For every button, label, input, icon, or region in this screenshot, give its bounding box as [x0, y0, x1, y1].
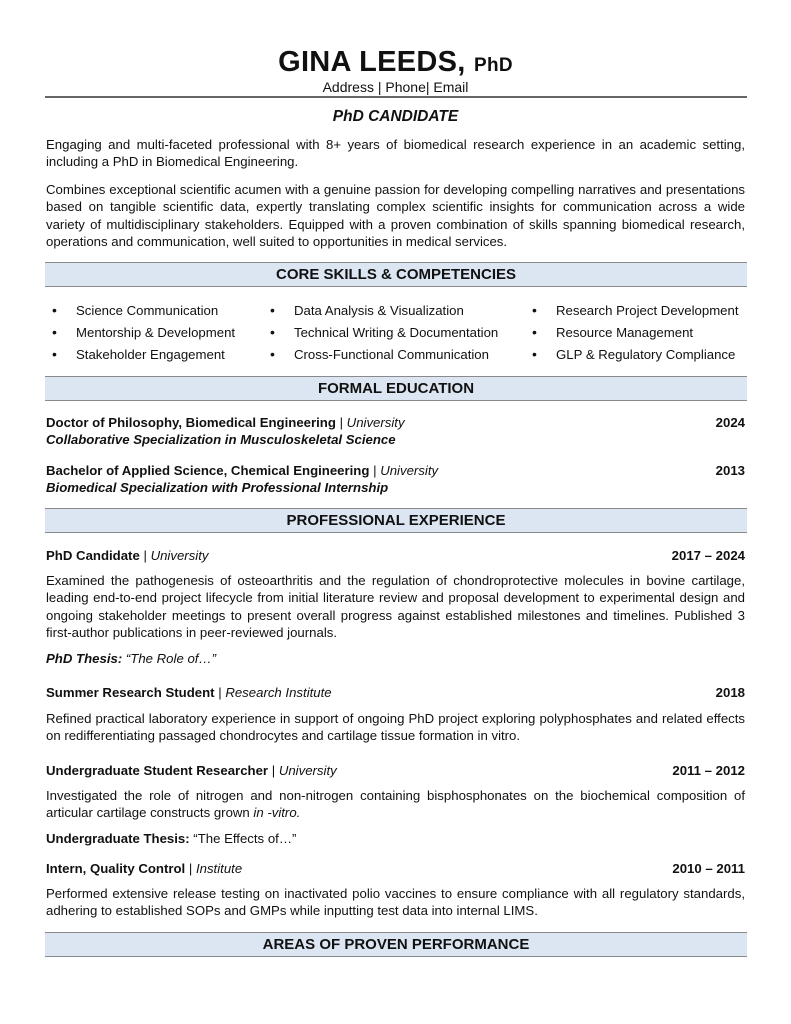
skill-label: GLP & Regulatory Compliance [556, 347, 736, 362]
role-description: Refined practical laboratory experience in support of ongoing PhD project exploring polyphosphates and related effects on redifferentiating passaged chondrocytes and cartilage tissue formation in vitro. [46, 711, 745, 744]
skill-item [270, 302, 464, 319]
role-title: PhD Candidate [46, 548, 140, 563]
education-detail [46, 431, 745, 448]
thesis-title: “The Role of…” [122, 651, 217, 666]
education-entry-header [46, 462, 745, 479]
graduation-year: 2024 [715, 415, 745, 430]
role-description: Performed extensive release testing on inactivated polio vaccines to ensure compliance with all regulatory standards, adhering to established SOPs and GMPs while inputting test data into internal LIMS. [46, 886, 745, 919]
name-text: GINA LEEDS, [278, 46, 466, 78]
skill-label: Technical Writing & Documentation [294, 325, 499, 340]
thesis-title: “The Effects of…” [189, 831, 297, 846]
role-header [46, 762, 745, 779]
bullet-icon: • [532, 346, 537, 362]
skill-item [52, 346, 225, 363]
skill-item [270, 324, 499, 341]
bullet-icon: • [532, 302, 537, 318]
education-detail [46, 479, 745, 496]
section-heading-education: FORMAL EDUCATION [45, 376, 747, 401]
role-dates: 2018 [715, 685, 745, 700]
skill-item [270, 346, 489, 363]
degree-title: Doctor of Philosophy, Biomedical Engineering [46, 415, 336, 430]
bullet-icon: • [52, 324, 57, 340]
organization-name: University [150, 548, 209, 563]
role-header [46, 684, 745, 701]
organization-name: University [278, 763, 337, 778]
separator: | [139, 548, 151, 563]
role-description [46, 787, 745, 822]
role-description: Examined the pathogenesis of osteoarthritis and the regulation of chondroprotective molecules in bovine cartilage, leading end-to-end project lifecycle from initial literature review and proposal development to experimental design and ongoing stakeholder meetings to present overall progress against established milestones and timelines. Published 3 first-author publications in peer-reviewed journals. [46, 573, 745, 641]
skill-item [532, 324, 694, 341]
organization-name: Institute [195, 861, 243, 876]
role-title: Summer Research Student [46, 685, 215, 700]
role-title: Intern, Quality Control [46, 861, 186, 876]
role-dates: 2011 – 2012 [672, 763, 745, 778]
description-italic-text: in -vitro. [253, 805, 301, 821]
skill-item [52, 302, 219, 319]
summary-paragraph-2: Combines exceptional scientific acumen with a genuine passion for developing compelling narratives and presentations based on tangible scientific data, expertly translating complex scientific insights for communication across a wide variety of multidisciplinary stakeholders. Equipped with a proven combination of skills spanning biomedical research, operations and communication, well suited to opportunities in medical services. [46, 182, 745, 250]
skill-label: Cross-Functional Communication [294, 347, 489, 362]
thesis-label: PhD Thesis: [46, 651, 123, 666]
bullet-icon: • [270, 346, 275, 362]
thesis-line [46, 830, 745, 847]
degree-title: Bachelor of Applied Science, Chemical Engineering [46, 463, 370, 478]
section-heading-skills: CORE SKILLS & COMPETENCIES [45, 262, 747, 287]
separator: | [185, 861, 196, 876]
skill-label: Stakeholder Engagement [76, 347, 225, 362]
skill-item [532, 302, 739, 319]
school-name: University [346, 415, 405, 430]
resume-title: PhD CANDIDATE [332, 108, 459, 125]
bullet-icon: • [52, 302, 57, 318]
graduation-year: 2013 [715, 463, 745, 478]
skill-label: Resource Management [556, 325, 694, 340]
specialization-text: Biomedical Specialization with Professional Internship [46, 480, 389, 495]
education-entry-header [46, 414, 745, 431]
header-divider [45, 96, 747, 98]
contact-line: Address | Phone| Email [322, 79, 469, 95]
section-heading-experience: PROFESSIONAL EXPERIENCE [45, 508, 747, 533]
thesis-line [46, 650, 745, 667]
skill-item [52, 324, 236, 341]
bullet-icon: • [270, 302, 275, 318]
bullet-icon: • [532, 324, 537, 340]
skill-label: Data Analysis & Visualization [294, 303, 464, 318]
separator: | [268, 763, 279, 778]
role-dates: 2010 – 2011 [672, 861, 745, 876]
role-dates: 2017 – 2024 [671, 548, 745, 563]
skill-label: Research Project Development [556, 303, 739, 318]
organization-name: Research Institute [225, 685, 332, 700]
specialization-text: Collaborative Specialization in Musculoskeletal Science [46, 432, 396, 447]
credential-text: PhD [473, 55, 513, 76]
skill-label: Mentorship & Development [76, 325, 236, 340]
role-header [46, 547, 745, 564]
separator: | [335, 415, 347, 430]
role-title: Undergraduate Student Researcher [46, 763, 269, 778]
separator: | [369, 463, 381, 478]
skill-label: Science Communication [76, 303, 219, 318]
description-text: Investigated the role of nitrogen and non-nitrogen containing bisphosphonates on the biochemical composition of articular cartilage constructs grown [46, 788, 745, 821]
section-heading-performance: AREAS OF PROVEN PERFORMANCE [45, 932, 747, 957]
summary-paragraph-1: Engaging and multi-faceted professional with 8+ years of biomedical research experience in an academic setting, including a PhD in Biomedical Engineering. [46, 137, 745, 170]
separator: | [214, 685, 226, 700]
bullet-icon: • [52, 346, 57, 362]
bullet-icon: • [270, 324, 275, 340]
role-header [46, 860, 745, 877]
school-name: University [380, 463, 439, 478]
skill-item [532, 346, 736, 363]
thesis-label: Undergraduate Thesis: [46, 831, 190, 846]
